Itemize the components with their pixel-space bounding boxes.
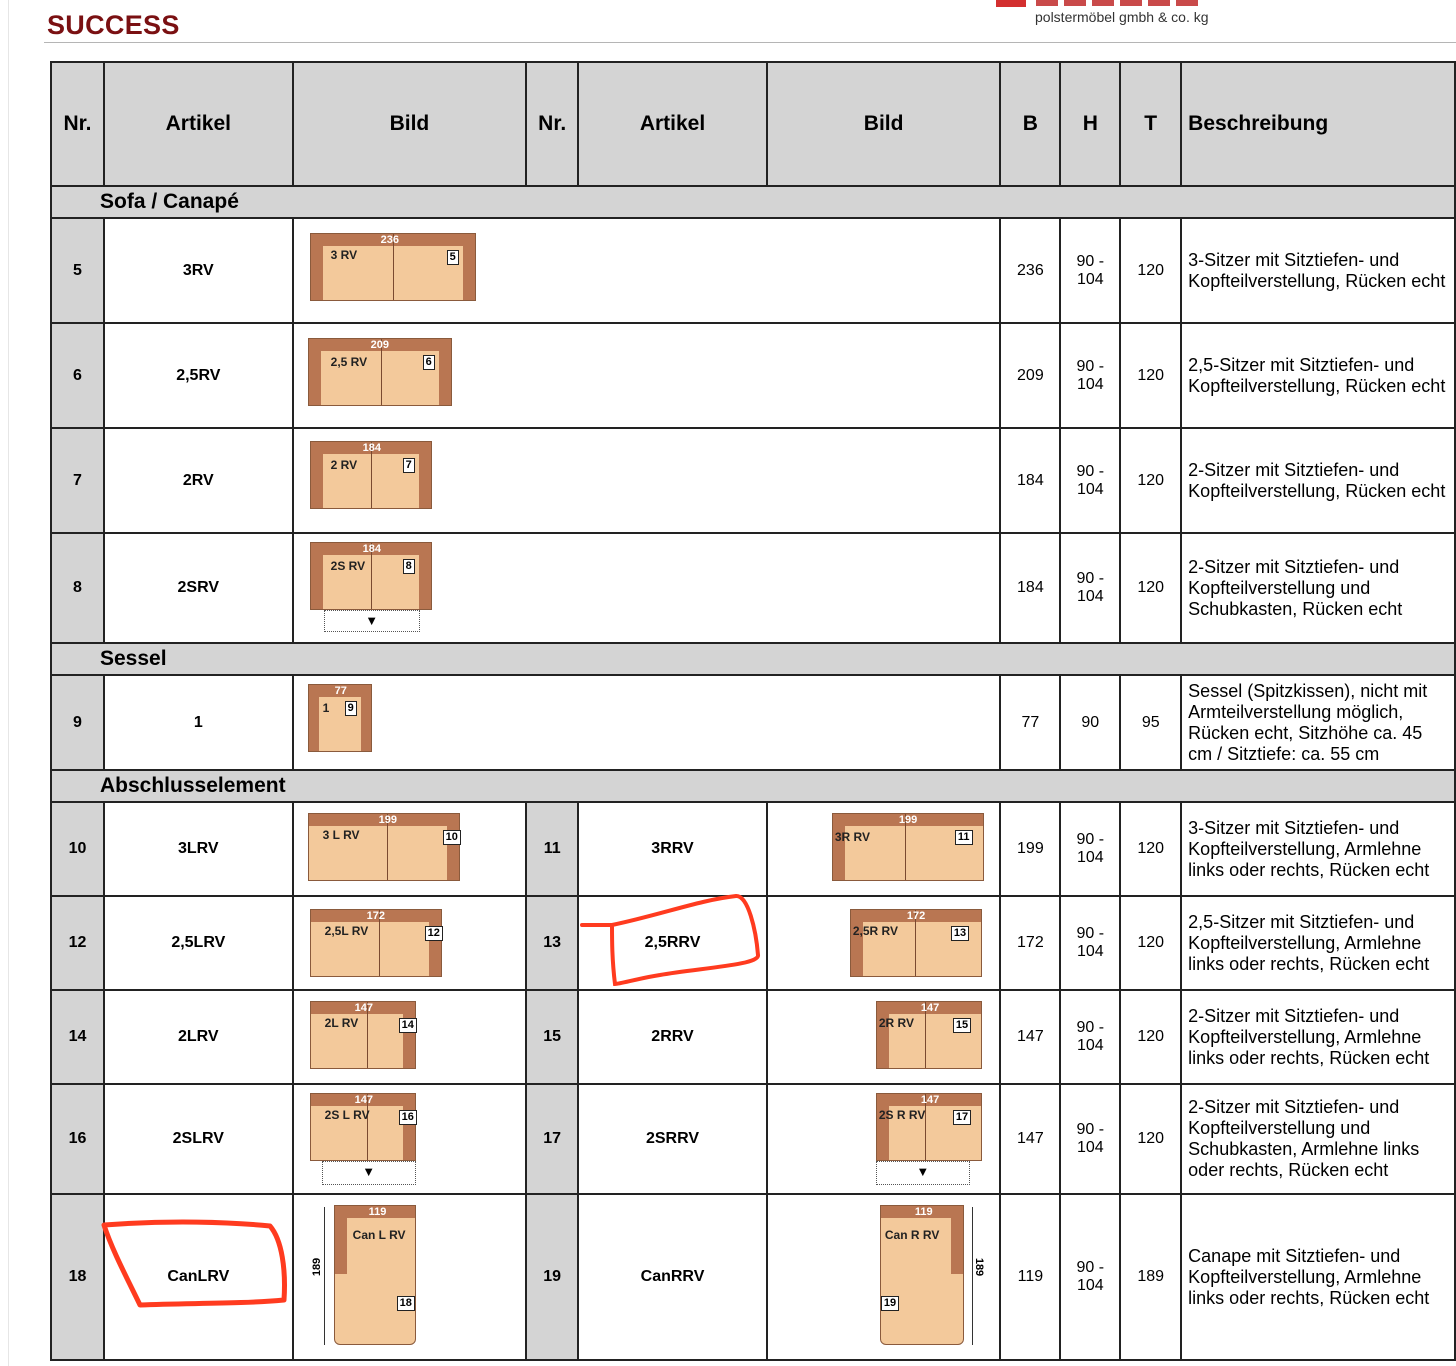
row-nr: 5 <box>51 218 104 323</box>
row-artikel: 3RV <box>104 218 293 323</box>
drawer-indicator: ▼ <box>322 1161 416 1185</box>
table-row <box>51 990 1455 1084</box>
dimension-label: 147 <box>354 1002 374 1014</box>
cell-h-top: 90 - <box>1076 252 1105 270</box>
cell-b: 184 <box>1000 533 1060 643</box>
row-nr-2: 17 <box>526 1084 578 1194</box>
cell-desc: 2,5-Sitzer mit Sitztiefen- und Kopfteilverstellung, Rücken echt <box>1181 323 1455 428</box>
row-artikel: 2,5RV <box>104 323 293 428</box>
cell-desc: 3-Sitzer mit Sitztiefen- und Kopfteilverstellung, Rücken echt <box>1181 218 1455 323</box>
cell-h-top: 90 - <box>1076 462 1105 480</box>
brand-logo-icon <box>996 0 1026 7</box>
row-image-cell-2 <box>767 896 1001 990</box>
dimension-label: 209 <box>370 339 390 351</box>
sofa-diagram <box>310 909 442 977</box>
row-image-cell <box>293 428 1001 533</box>
cell-h: 90 <box>1060 675 1120 770</box>
cell-b: 147 <box>1000 1084 1060 1194</box>
row-artikel: 2SLRV <box>104 1084 293 1194</box>
diagram-number: 5 <box>447 250 459 265</box>
page-title: SUCCESS <box>47 10 180 40</box>
sofa-diagram <box>310 441 432 509</box>
sofa-diagram <box>310 1093 416 1161</box>
cell-h-bottom: 104 <box>1076 943 1104 960</box>
cell-t: 120 <box>1120 323 1181 428</box>
row-nr: 18 <box>51 1194 104 1360</box>
diagram-number: 11 <box>955 830 973 845</box>
diagram-label: Can L RV <box>352 1228 406 1242</box>
row-image-cell <box>293 896 527 990</box>
cell-b: 119 <box>1000 1194 1060 1360</box>
diagram-number: 7 <box>403 458 415 473</box>
diagram-label: Can R RV <box>884 1228 940 1242</box>
sofa-diagram <box>308 338 452 406</box>
row-artikel-2: CanRRV <box>578 1194 767 1360</box>
row-artikel: 2,5LRV <box>104 896 293 990</box>
cell-h-bottom: 104 <box>1076 849 1104 866</box>
cell-t: 120 <box>1120 802 1181 896</box>
col-beschreibung: Beschreibung <box>1181 62 1455 186</box>
cell-desc: Sessel (Spitzkissen), nicht mit Armteilverstellung möglich, Rücken echt, Sitzhöhe ca. 45 cm / Sitztiefe: ca. 55 cm <box>1181 675 1455 770</box>
cell-b: 236 <box>1000 218 1060 323</box>
row-nr-2: 19 <box>526 1194 578 1360</box>
header-rule <box>44 42 1456 43</box>
cell-b: 209 <box>1000 323 1060 428</box>
diagram-number: 16 <box>399 1110 417 1125</box>
row-artikel: 2SRV <box>104 533 293 643</box>
sofa-diagram <box>308 813 460 881</box>
row-nr-2: 13 <box>526 896 578 990</box>
row-image-cell <box>293 323 1001 428</box>
row-image-cell-2 <box>767 990 1001 1084</box>
company-name: polstermöbel gmbh & co. kg <box>1035 9 1209 25</box>
col-artikel: Artikel <box>104 62 293 186</box>
sofa-diagram <box>310 1001 416 1069</box>
dimension-label: 147 <box>354 1094 374 1106</box>
canape-diagram <box>334 1205 416 1345</box>
row-nr: 16 <box>51 1084 104 1194</box>
cell-b: 199 <box>1000 802 1060 896</box>
row-image-cell-2 <box>767 1194 1001 1360</box>
cell-h-top: 90 - <box>1076 1259 1105 1276</box>
table-row <box>51 802 1455 896</box>
table-row <box>51 533 1455 643</box>
canape-diagram <box>880 1205 964 1345</box>
diagram-label: 2L RV <box>324 1016 359 1030</box>
diagram-label: 2 RV <box>330 458 358 472</box>
cell-h-bottom: 104 <box>1076 1139 1104 1156</box>
cell-t: 189 <box>1120 1194 1181 1360</box>
table-row <box>51 218 1455 323</box>
vertical-dimension-label: 189 <box>973 1257 986 1277</box>
section-row <box>51 643 1455 675</box>
cell-t: 95 <box>1120 675 1181 770</box>
cell-h <box>1060 428 1120 533</box>
diagram-label: 3 RV <box>330 248 358 262</box>
table-row <box>51 896 1455 990</box>
dimension-label: 184 <box>362 543 382 555</box>
sofa-diagram <box>310 542 432 610</box>
diagram-number: 15 <box>953 1018 971 1033</box>
cell-h-top: 90 - <box>1076 570 1105 587</box>
dimension-label: 172 <box>366 910 386 922</box>
row-image-cell <box>293 675 1001 770</box>
cell-t: 120 <box>1120 428 1181 533</box>
cell-h-top: 90 - <box>1076 831 1105 848</box>
drawer-indicator: ▼ <box>876 1161 970 1185</box>
table-row <box>51 1084 1455 1194</box>
row-nr: 6 <box>51 323 104 428</box>
row-nr: 7 <box>51 428 104 533</box>
cell-h-top: 90 - <box>1076 925 1105 942</box>
table-row <box>51 428 1455 533</box>
diagram-label: 2,5R RV <box>852 924 898 938</box>
col-t: T <box>1120 62 1181 186</box>
diagram-number: 9 <box>345 701 357 716</box>
dimension-label: 119 <box>914 1206 933 1218</box>
dimension-label: 199 <box>898 814 918 826</box>
table-row <box>51 323 1455 428</box>
cell-b: 172 <box>1000 896 1060 990</box>
table-row <box>51 1194 1455 1360</box>
row-nr-2: 15 <box>526 990 578 1084</box>
cell-h-bottom: 104 <box>1076 1037 1104 1054</box>
cell-h <box>1060 533 1120 643</box>
col-b: B <box>1000 62 1060 186</box>
row-nr: 9 <box>51 675 104 770</box>
diagram-number: 13 <box>951 926 969 941</box>
col-nr: Nr. <box>51 62 104 186</box>
cell-b: 184 <box>1000 428 1060 533</box>
cell-h-bottom: 104 <box>1076 588 1104 605</box>
cell-b: 147 <box>1000 990 1060 1084</box>
cell-h <box>1060 896 1120 990</box>
sofa-diagram <box>876 1093 982 1161</box>
dimension-label: 119 <box>368 1206 387 1218</box>
row-nr: 12 <box>51 896 104 990</box>
cell-h <box>1060 802 1120 896</box>
row-nr: 8 <box>51 533 104 643</box>
cell-desc: Canape mit Sitztiefen- und Kopfteilverstellung, Armlehne links oder rechts, Rücken echt <box>1181 1194 1455 1360</box>
diagram-label: 3 L RV <box>322 828 360 842</box>
table-row <box>51 675 1455 770</box>
diagram-number: 10 <box>443 830 461 845</box>
cell-h-top: 90 - <box>1076 1121 1105 1138</box>
cell-desc: 2-Sitzer mit Sitztiefen- und Kopfteilverstellung und Schubkasten, Armlehne links oder rechts, Rücken echt <box>1181 1084 1455 1194</box>
row-image-cell <box>293 990 527 1084</box>
col-bild: Bild <box>293 62 527 186</box>
diagram-number: 14 <box>399 1018 417 1033</box>
diagram-number: 6 <box>423 355 435 370</box>
col-artikel-2: Artikel <box>578 62 767 186</box>
product-table <box>50 61 1456 1361</box>
row-artikel-2: 2RRV <box>578 990 767 1084</box>
diagram-label: 2,5 RV <box>330 355 368 369</box>
row-artikel-2: 3RRV <box>578 802 767 896</box>
section-sessel: Sessel <box>51 643 1455 675</box>
cell-h-bottom: 104 <box>1076 480 1104 498</box>
cell-h <box>1060 1084 1120 1194</box>
cell-desc: 2-Sitzer mit Sitztiefen- und Kopfteilverstellung und Schubkasten, Rücken echt <box>1181 533 1455 643</box>
sofa-diagram <box>832 813 984 881</box>
diagram-number: 8 <box>403 559 415 574</box>
cell-desc: 2-Sitzer mit Sitztiefen- und Kopfteilverstellung, Rücken echt <box>1181 428 1455 533</box>
cell-t: 120 <box>1120 896 1181 990</box>
diagram-label: 2S R RV <box>878 1108 926 1122</box>
row-image-cell <box>293 802 527 896</box>
section-sofa: Sofa / Canapé <box>51 186 1455 218</box>
diagram-number: 18 <box>397 1296 415 1311</box>
row-artikel: 2RV <box>104 428 293 533</box>
sofa-diagram <box>876 1001 982 1069</box>
section-row <box>51 186 1455 218</box>
brand-logo-wordmark <box>1036 0 1216 6</box>
diagram-label: 2,5L RV <box>324 924 369 938</box>
diagram-label: 2R RV <box>878 1016 914 1030</box>
cell-desc: 2-Sitzer mit Sitztiefen- und Kopfteilverstellung, Armlehne links oder rechts, Rücken echt <box>1181 990 1455 1084</box>
dimension-label: 77 <box>334 685 347 697</box>
cell-h-bottom: 104 <box>1076 270 1104 288</box>
table-header <box>51 62 1455 186</box>
cell-b: 77 <box>1000 675 1060 770</box>
col-nr-2: Nr. <box>526 62 578 186</box>
dimension-label: 184 <box>362 442 382 454</box>
section-abschluss: Abschlusselement <box>51 770 1455 802</box>
row-artikel: CanLRV <box>104 1194 293 1360</box>
sofa-diagram <box>310 233 476 301</box>
row-image-cell <box>293 533 1001 643</box>
cell-h <box>1060 323 1120 428</box>
diagram-number: 17 <box>953 1110 971 1125</box>
row-image-cell <box>293 218 1001 323</box>
row-nr: 14 <box>51 990 104 1084</box>
cell-h-top: 90 - <box>1076 357 1105 375</box>
row-artikel: 1 <box>104 675 293 770</box>
row-image-cell-2 <box>767 802 1001 896</box>
cell-h <box>1060 218 1120 323</box>
row-artikel-2: 2,5RRV <box>578 896 767 990</box>
cell-h-bottom: 104 <box>1076 1277 1104 1294</box>
col-h: H <box>1060 62 1120 186</box>
diagram-label: 2S RV <box>330 559 366 573</box>
cell-t: 120 <box>1120 990 1181 1084</box>
diagram-label: 2S L RV <box>324 1108 370 1122</box>
armchair-diagram <box>308 684 372 752</box>
cell-h <box>1060 990 1120 1084</box>
dimension-label: 199 <box>378 814 398 826</box>
row-artikel-2: 2SRRV <box>578 1084 767 1194</box>
diagram-number: 19 <box>881 1296 899 1311</box>
dimension-label: 147 <box>920 1002 940 1014</box>
cell-desc: 2,5-Sitzer mit Sitztiefen- und Kopfteilverstellung, Armlehne links oder rechts, Rücken echt <box>1181 896 1455 990</box>
dimension-label: 236 <box>380 234 400 246</box>
cell-h <box>1060 1194 1120 1360</box>
row-image-cell <box>293 1194 527 1360</box>
section-row <box>51 770 1455 802</box>
diagram-number: 12 <box>425 926 443 941</box>
row-artikel: 2LRV <box>104 990 293 1084</box>
row-nr-2: 11 <box>526 802 578 896</box>
cell-desc: 3-Sitzer mit Sitztiefen- und Kopfteilverstellung, Armlehne links oder rechts, Rücken echt <box>1181 802 1455 896</box>
diagram-label: 3R RV <box>834 830 870 844</box>
row-artikel: 3LRV <box>104 802 293 896</box>
cell-t: 120 <box>1120 1084 1181 1194</box>
vertical-dimension-label: 189 <box>310 1257 323 1277</box>
row-nr: 10 <box>51 802 104 896</box>
sofa-diagram <box>850 909 982 977</box>
col-bild-2: Bild <box>767 62 1001 186</box>
diagram-label: 1 <box>322 701 330 715</box>
dimension-label: 172 <box>906 910 926 922</box>
cell-h-top: 90 - <box>1076 1019 1105 1036</box>
page-edge <box>8 0 9 1366</box>
drawer-indicator: ▼ <box>324 610 420 632</box>
cell-h-bottom: 104 <box>1076 375 1104 393</box>
cell-t: 120 <box>1120 218 1181 323</box>
dimension-label: 147 <box>920 1094 940 1106</box>
cell-t: 120 <box>1120 533 1181 643</box>
row-image-cell <box>293 1084 527 1194</box>
row-image-cell-2 <box>767 1084 1001 1194</box>
